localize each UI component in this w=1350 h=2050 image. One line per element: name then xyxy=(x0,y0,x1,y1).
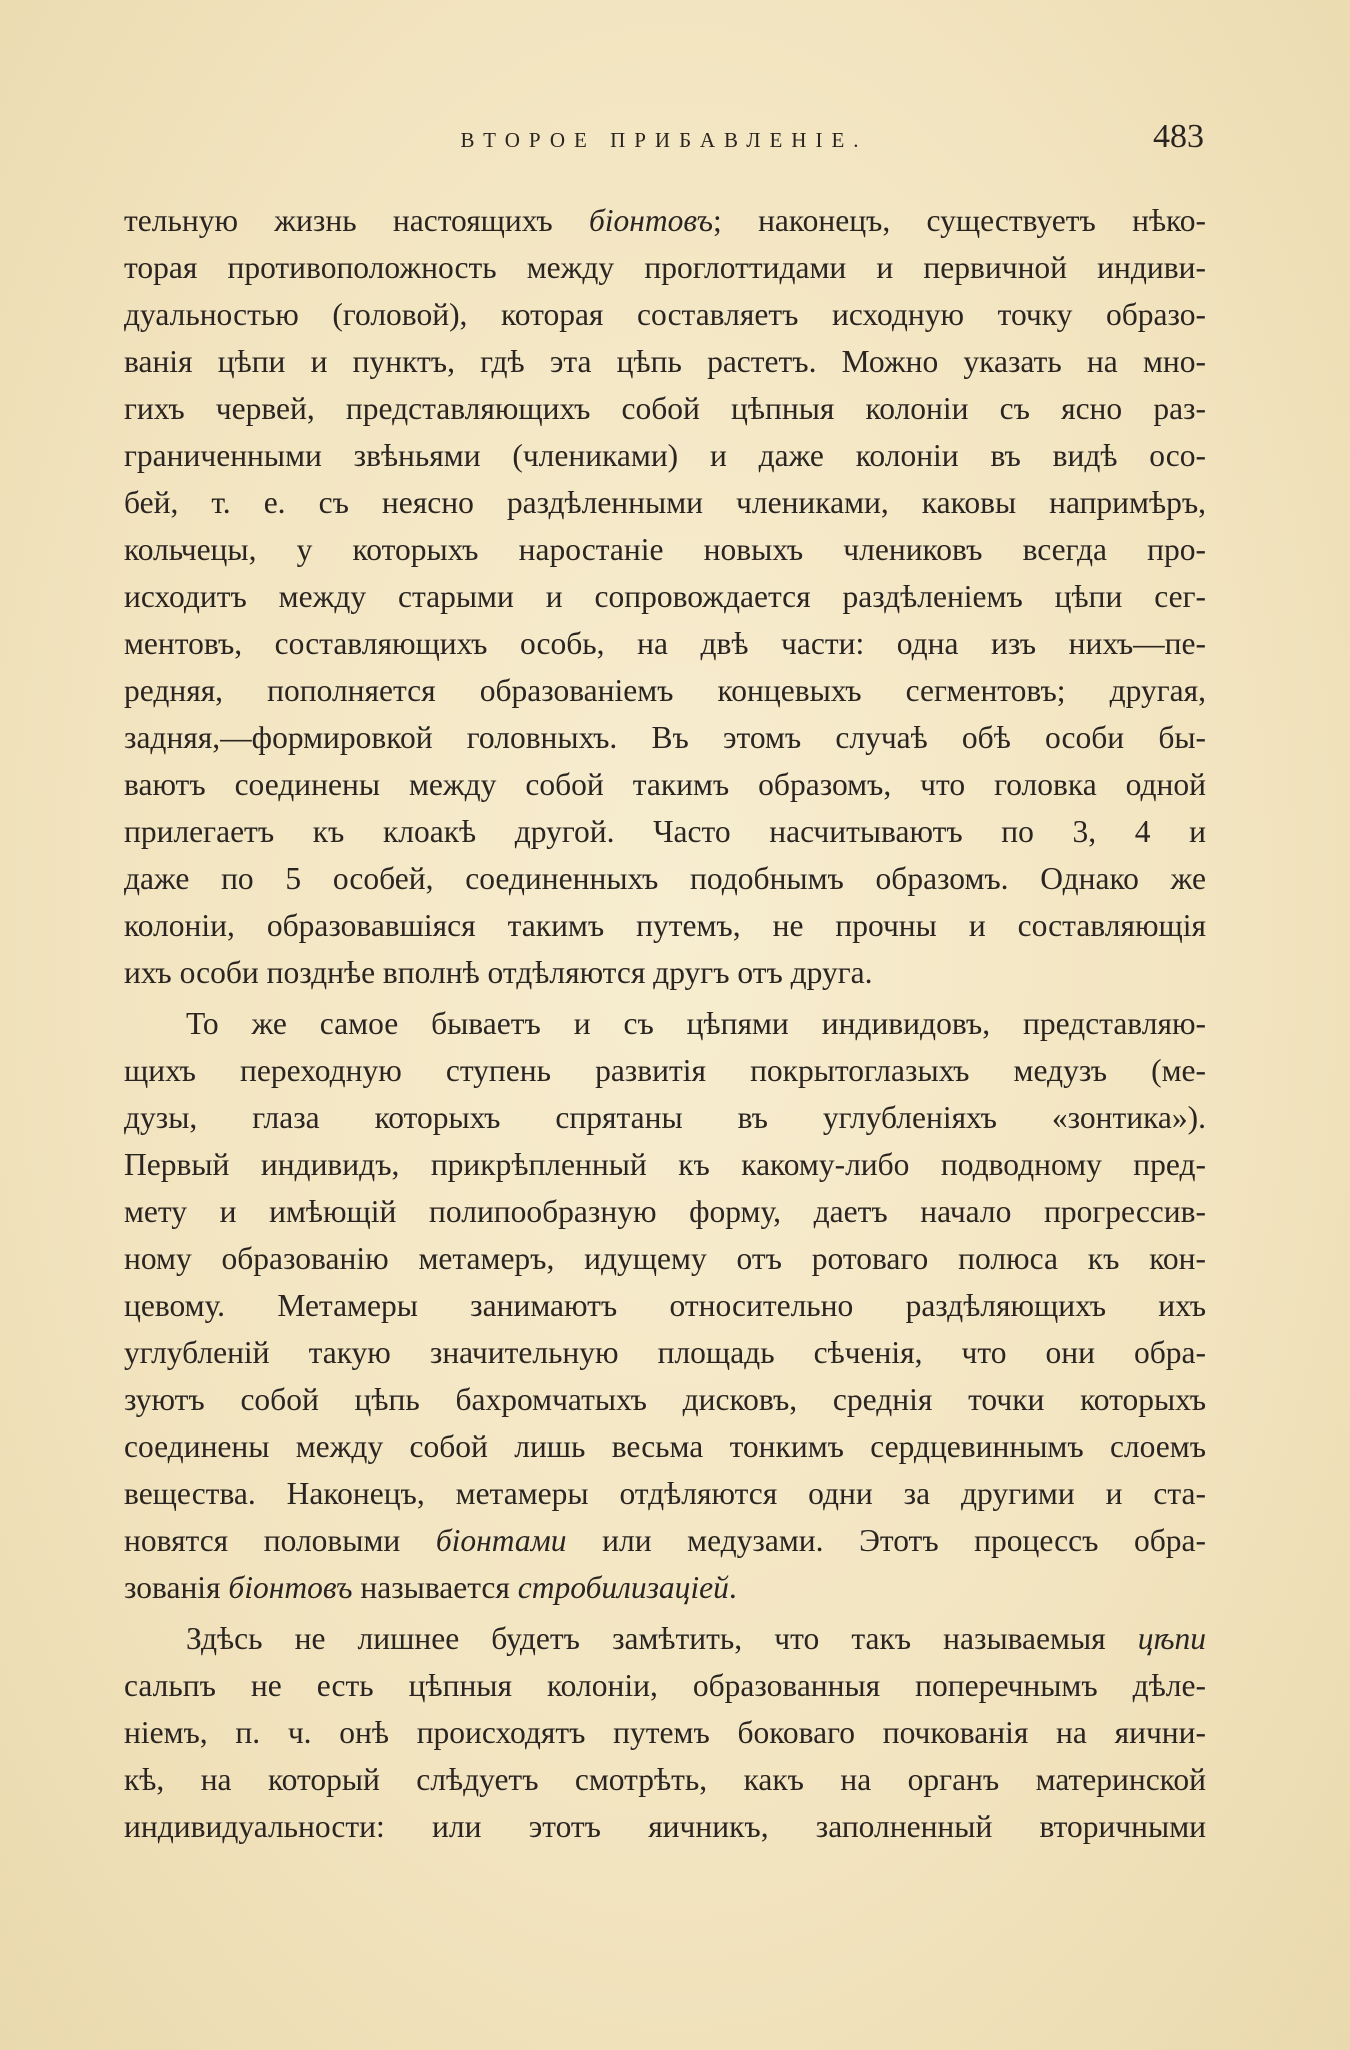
text-line: углубленій такую значительную площадь сѣченія, что они обра- xyxy=(124,1335,1206,1370)
text-line: индивидуальности: или этотъ яичникъ, заполненный вторичными xyxy=(124,1809,1206,1844)
page-number: 483 xyxy=(1153,118,1204,155)
text-line: дузы, глаза которыхъ спрятаны въ углубленіяхъ «зонтика»). xyxy=(124,1100,1206,1135)
text-line: Первый индивидъ, прикрѣпленный къ какому-либо подводному пред- xyxy=(124,1147,1206,1182)
text-line: соединены между собой лишь весьма тонкимъ сердцевиннымъ слоемъ xyxy=(124,1429,1206,1464)
text-line: дуальностью (головой), которая составляетъ исходную точку образо- xyxy=(124,297,1206,332)
page-header xyxy=(124,118,1204,164)
running-title: ВТОРОЕ ПРИБАВЛЕНІЕ. xyxy=(460,128,868,152)
text-line: мету и имѣющій полипообразную форму, даетъ начало прогрессив- xyxy=(124,1194,1206,1229)
text-line: кольчецы, у которыхъ наростаніе новыхъ члениковъ всегда про- xyxy=(124,532,1206,567)
text-line: цевому. Метамеры занимаютъ относительно раздѣляющихъ ихъ xyxy=(124,1288,1206,1323)
text-line: тельную жизнь настоящихъ бiонтовъ; наконецъ, существуетъ нѣко- xyxy=(124,203,1206,238)
text-line: даже по 5 особей, соединенныхъ подобнымъ образомъ. Однако же xyxy=(124,861,1206,896)
text-line: колоніи, образовавшіяся такимъ путемъ, не прочны и составляющія xyxy=(124,908,1206,943)
text-line: кѣ, на который слѣдуетъ смотрѣть, какъ на органъ материнской xyxy=(124,1762,1206,1797)
text-line: исходитъ между старыми и сопровождается раздѣленіемъ цѣпи сег- xyxy=(124,579,1206,614)
text-line: гихъ червей, представляющихъ собой цѣпныя колоніи съ ясно раз- xyxy=(124,391,1206,426)
text-line: ваютъ соединены между собой такимъ образомъ, что головка одной xyxy=(124,767,1206,802)
text-line: щихъ переходную ступень развитія покрытоглазыхъ медузъ (ме- xyxy=(124,1053,1206,1088)
text-line: сальпъ не есть цѣпныя колоніи, образованныя поперечнымъ дѣле- xyxy=(124,1668,1206,1703)
body-text xyxy=(124,197,1206,1850)
text-line: Здѣсь не лишнее будетъ замѣтить, что такъ называемыя цѣпи xyxy=(186,1621,1206,1656)
italic-term: бiонтовъ xyxy=(228,1570,353,1605)
text-line: То же самое бываетъ и съ цѣпями индивидовъ, представляю- xyxy=(186,1006,1206,1041)
italic-term: стробилизаціей xyxy=(517,1570,729,1605)
text-line: ному образованію метамеръ, идущему отъ ротоваго полюса къ кон- xyxy=(124,1241,1206,1276)
italic-term: бiонтовъ xyxy=(588,203,714,238)
text-line: вещества. Наконецъ, метамеры отдѣляются одни за другими и ста- xyxy=(124,1476,1206,1511)
text-line: зуютъ собой цѣпь бахромчатыхъ дисковъ, среднія точки которыхъ xyxy=(124,1382,1206,1417)
text-line: зованія бiонтовъ называется стробилизаціей. xyxy=(124,1570,737,1605)
text-line: прилегаетъ къ клоакѣ другой. Часто насчитываютъ по 3, 4 и xyxy=(124,814,1206,849)
italic-term: бiонтами xyxy=(435,1523,567,1558)
text-line: редняя, пополняется образованіемъ концевыхъ сегментовъ; другая, xyxy=(124,673,1206,708)
text-line: ихъ особи позднѣе вполнѣ отдѣляются другъ отъ друга. xyxy=(124,955,873,990)
text-line: торая противоположность между проглоттидами и первичной индиви- xyxy=(124,250,1206,285)
text-line: задняя,—формировкой головныхъ. Въ этомъ случаѣ обѣ особи бы- xyxy=(124,720,1206,755)
italic-term: цѣпи xyxy=(1137,1621,1206,1656)
text-line: ніемъ, п. ч. онѣ происходятъ путемъ боковаго почкованія на яични- xyxy=(124,1715,1206,1750)
text-line: новятся половыми бiонтами или медузами. Этотъ процессъ обра- xyxy=(124,1523,1206,1558)
text-line: ванія цѣпи и пунктъ, гдѣ эта цѣпь растетъ. Можно указать на мно- xyxy=(124,344,1206,379)
text-line: ментовъ, составляющихъ особь, на двѣ части: одна изъ нихъ—пе- xyxy=(124,626,1206,661)
text-line: граниченными звѣньями (члениками) и даже колоніи въ видѣ осо- xyxy=(124,438,1206,473)
text-line: бей, т. е. съ неясно раздѣленными члениками, каковы напримѣръ, xyxy=(124,485,1206,520)
